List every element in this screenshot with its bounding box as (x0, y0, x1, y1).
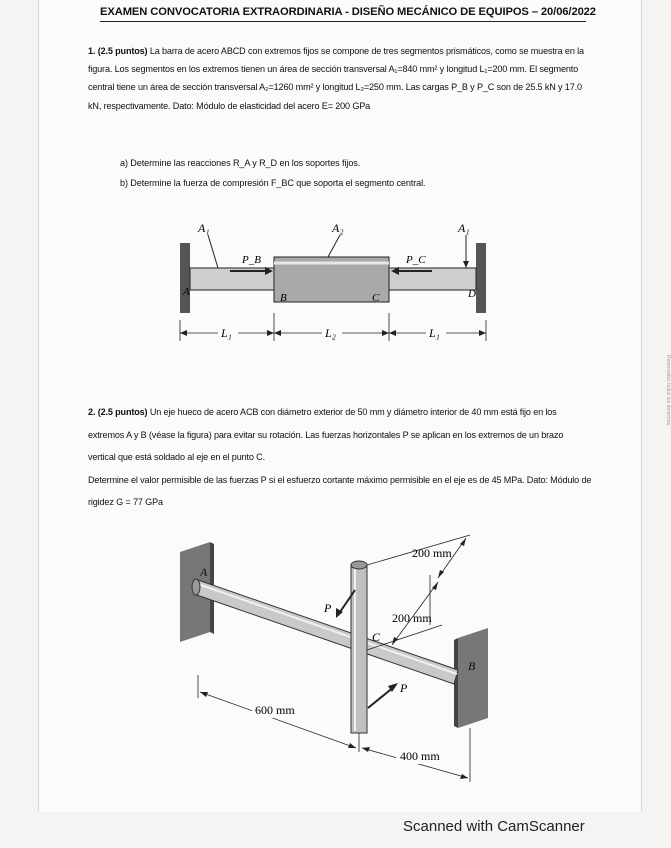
problem-2-number: 2. (88, 407, 96, 417)
problem-1-text: La barra de acero ABCD con extremos fijos se compone de tres segmentos prismáticos, como se muestra en la figura. Los segmentos en los extremos tienen un área de sección transversal A₁=840 mm² y longitud L₁=200 mm. El segmento central tiene un área de sección transversal A₂=1260 mm² y longitud L₂=250 mm. Las cargas P_B y P_C son de 25.5 kN y 17.0 kN, respectivamente. Dato: Módulo de elasticidad del acero E= 200 GPa (88, 46, 584, 111)
label-pb: P_B (242, 254, 261, 266)
label-force-p-bottom: P (400, 681, 408, 695)
rights-notice: Reservados todos los derechos. (665, 355, 671, 427)
label-point-c: C (372, 630, 381, 644)
bar-abcd-figure (170, 215, 500, 360)
label-point-a: A (200, 565, 208, 579)
problem-2-statement (88, 401, 593, 514)
problem-2-question: Determine el valor permisible de las fuerzas P si el esfuerzo cortante máximo permisible en el eje es de 45 MPa. Dato: Módulo de rigidez G = 77 GPa (88, 474, 592, 508)
label-a1-left: A₁ (198, 221, 210, 235)
problem-1-points: (2.5 puntos) (97, 46, 148, 56)
vertical-arm (351, 565, 367, 733)
problem-1-question-a: a) Determine las reacciones R_A y R_D en los soportes fijos. (120, 158, 361, 168)
label-point-a: A (183, 286, 190, 298)
label-l1-left: L₁ (221, 326, 232, 340)
label-a1-right: A₁ (458, 221, 470, 235)
dim-400mm: 400 mm (400, 749, 440, 763)
problem-1-number: 1. (88, 46, 96, 56)
label-pc: P_C (406, 254, 426, 266)
label-force-p-top: P (324, 601, 332, 615)
left-wall-support (180, 243, 190, 313)
dim-600mm: 600 mm (255, 703, 295, 717)
label-a2: A₂ (332, 221, 344, 235)
label-point-d: D (468, 288, 476, 300)
problem-1-statement (88, 42, 588, 115)
dim-200mm-mid: 200 mm (392, 611, 432, 625)
wall-b (458, 628, 488, 728)
label-point-b: B (280, 292, 287, 304)
camscanner-watermark: Scanned with CamScanner (403, 818, 585, 835)
label-point-b: B (468, 659, 476, 673)
label-l1-right: L₁ (429, 326, 440, 340)
problem-2-text: Un eje hueco de acero ACB con diámetro exterior de 50 mm y diámetro interior de 40 mm está fijo en los extremos A y B (véase la figura) para evitar su rotación. Las fuerzas horizontales P se aplican en los extremos de un brazo vertical que está soldado al eje en el punto C. (88, 407, 564, 463)
exam-title: EXAMEN CONVOCATORIA EXTRAORDINARIA - DISEÑO MECÁNICO DE EQUIPOS – 20/06/2022 (100, 6, 586, 22)
problem-1-question-b: b) Determine la fuerza de compresión F_BC que soporta el segmento central. (120, 178, 426, 188)
right-wall-support (476, 243, 486, 313)
shaft-acb-figure (170, 520, 500, 785)
label-point-c: C (372, 292, 380, 304)
problem-2-points: (2.5 puntos) (97, 407, 148, 417)
dim-200mm-top: 200 mm (412, 546, 452, 560)
label-l2: L₂ (325, 326, 336, 340)
